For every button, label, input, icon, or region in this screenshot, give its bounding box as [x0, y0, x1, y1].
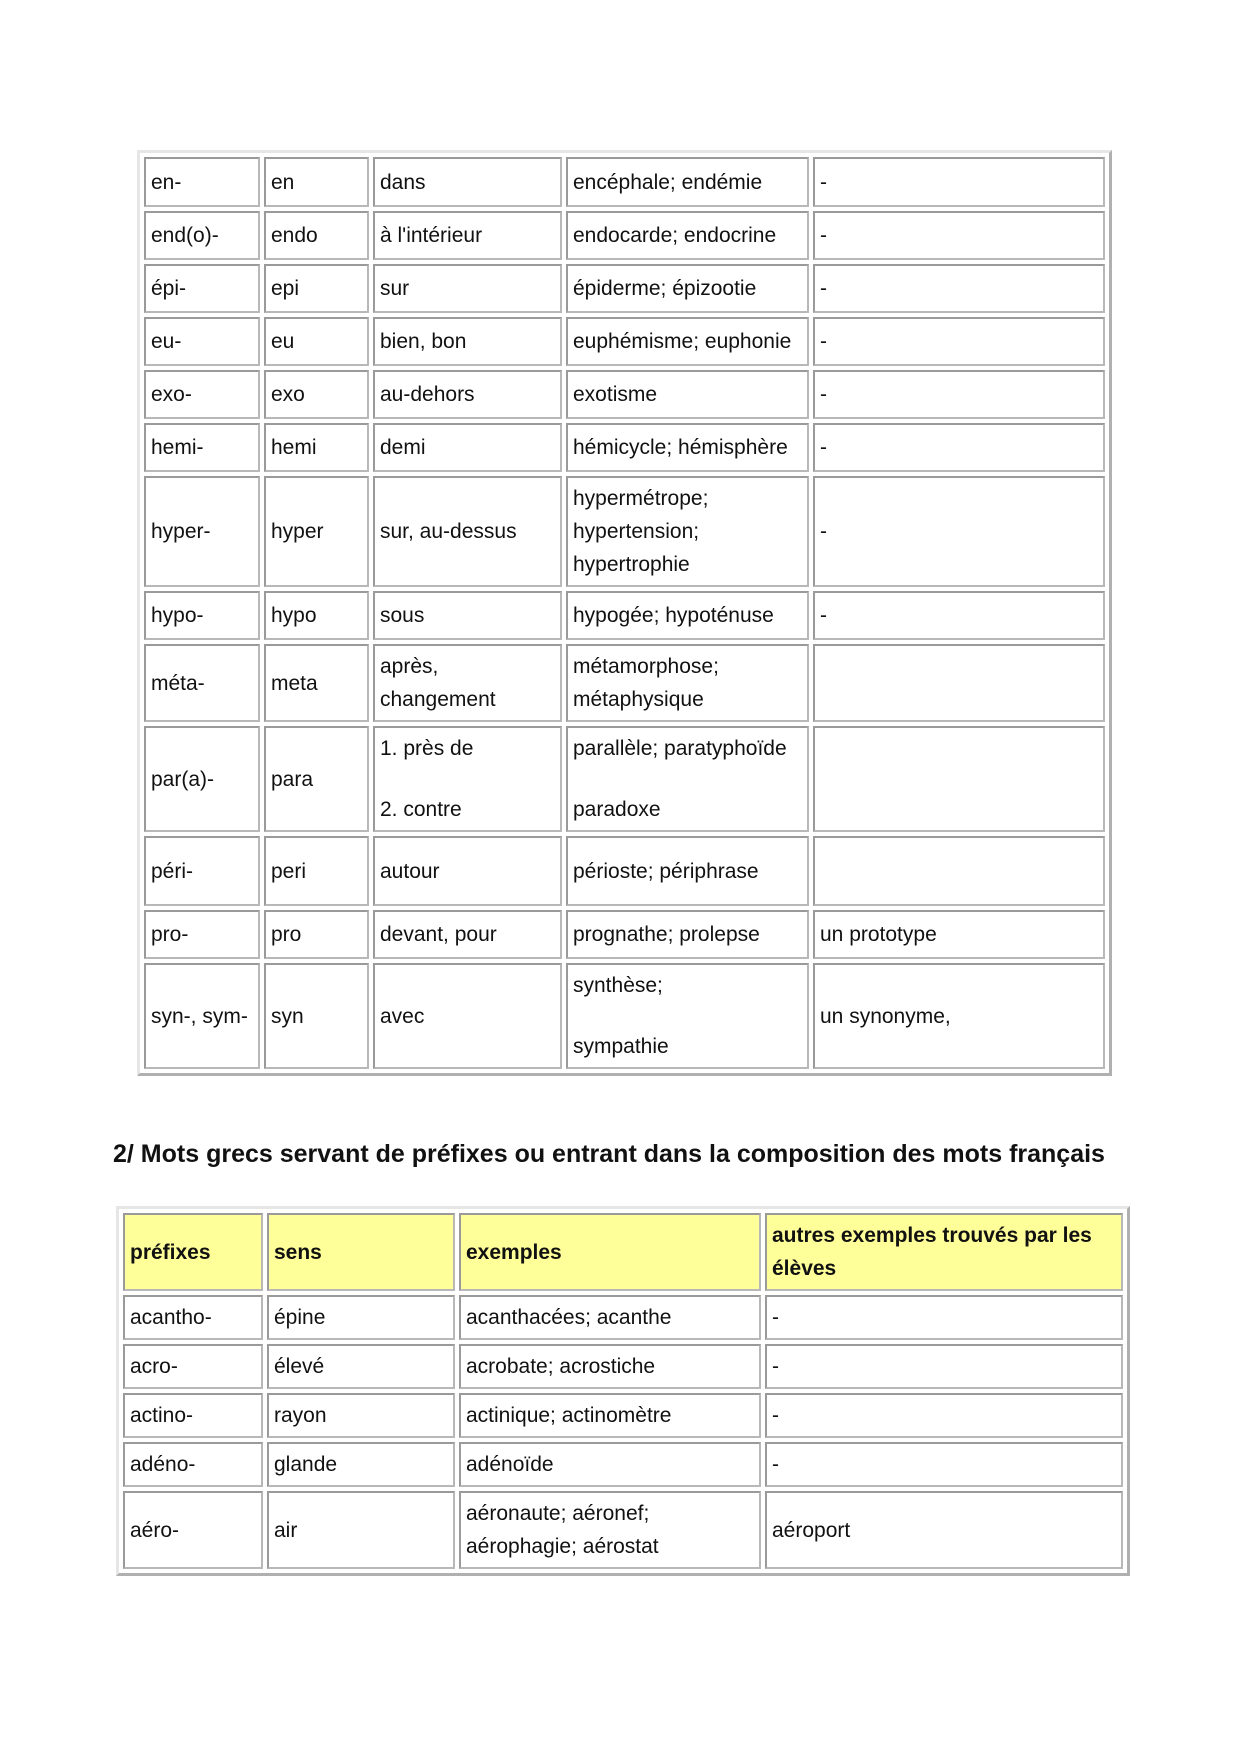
- table-row: [144, 157, 1105, 207]
- prefix-cell: en-: [144, 157, 260, 207]
- exemples-line: métaphysique: [573, 688, 704, 711]
- prefix-cell: acantho-: [123, 1295, 263, 1340]
- exemples-cell: hypogée; hypoténuse: [566, 591, 809, 640]
- table-row: [144, 726, 1105, 832]
- table-row: [144, 836, 1105, 906]
- autres-cell: -: [813, 317, 1105, 366]
- sens-cell: bien, bon: [373, 317, 562, 366]
- sens-cell: [373, 726, 562, 832]
- greek-cell: en: [264, 157, 369, 207]
- column-header-autres: autres exemples trouvés par les élèves: [765, 1213, 1123, 1291]
- column-header-sens: sens: [267, 1213, 455, 1291]
- autres-cell: [813, 726, 1105, 832]
- exemples-cell: endocarde; endocrine: [566, 211, 809, 260]
- exemples-cell: [566, 963, 809, 1069]
- greek-cell: pro: [264, 910, 369, 959]
- table-row: [123, 1442, 1123, 1487]
- table-row: [144, 476, 1105, 587]
- sens-line: 2. contre: [380, 798, 462, 821]
- table-row: [144, 963, 1105, 1069]
- greek-cell: eu: [264, 317, 369, 366]
- table-row: [144, 644, 1105, 722]
- exemples-line: sympathie: [573, 1035, 669, 1058]
- prefix-cell: hemi-: [144, 423, 260, 472]
- autres-cell: -: [813, 157, 1105, 207]
- sens-cell: demi: [373, 423, 562, 472]
- section-heading: 2/ Mots grecs servant de préfixes ou entrant dans la composition des mots français: [113, 1140, 1105, 1168]
- sens-cell: sur: [373, 264, 562, 313]
- greek-cell: exo: [264, 370, 369, 419]
- exemples-cell: actinique; actinomètre: [459, 1393, 761, 1438]
- autres-cell: -: [765, 1344, 1123, 1389]
- prefix-cell: eu-: [144, 317, 260, 366]
- header-row: [123, 1213, 1123, 1291]
- prefix-table-1: [137, 150, 1112, 1076]
- exemples-cell: exotisme: [566, 370, 809, 419]
- sens-cell: glande: [267, 1442, 455, 1487]
- table-row: [144, 317, 1105, 366]
- exemples-line: parallèle; paratyphoïde: [573, 737, 787, 760]
- sens-cell: dans: [373, 157, 562, 207]
- autres-cell: -: [813, 370, 1105, 419]
- table-row: [123, 1295, 1123, 1340]
- sens-cell: devant, pour: [373, 910, 562, 959]
- table-row: [144, 370, 1105, 419]
- prefix-cell: acro-: [123, 1344, 263, 1389]
- sens-cell: autour: [373, 836, 562, 906]
- exemples-cell: épiderme; épizootie: [566, 264, 809, 313]
- exemples-cell: euphémisme; euphonie: [566, 317, 809, 366]
- column-header-prefixes: préfixes: [123, 1213, 263, 1291]
- prefix-cell: exo-: [144, 370, 260, 419]
- exemples-cell: aéronaute; aéronef; aérophagie; aérostat: [459, 1491, 761, 1569]
- table-row: [144, 591, 1105, 640]
- sens-line: 1. près de: [380, 737, 474, 760]
- prefix-cell: hypo-: [144, 591, 260, 640]
- prefix-cell: actino-: [123, 1393, 263, 1438]
- exemples-cell: périoste; périphrase: [566, 836, 809, 906]
- prefix-cell: syn-, sym-: [144, 963, 260, 1069]
- greek-cell: syn: [264, 963, 369, 1069]
- prefix-cell: épi-: [144, 264, 260, 313]
- table-row: [123, 1393, 1123, 1438]
- autres-cell: -: [765, 1295, 1123, 1340]
- autres-cell: -: [813, 264, 1105, 313]
- prefix-cell: par(a)-: [144, 726, 260, 832]
- sens-cell: sous: [373, 591, 562, 640]
- exemples-cell: [566, 726, 809, 832]
- column-header-exemples: exemples: [459, 1213, 761, 1291]
- exemples-cell: hémicycle; hémisphère: [566, 423, 809, 472]
- prefix-cell: aéro-: [123, 1491, 263, 1569]
- exemples-cell: [566, 476, 809, 587]
- greek-cell: endo: [264, 211, 369, 260]
- autres-cell: [813, 644, 1105, 722]
- exemples-cell: acrobate; acrostiche: [459, 1344, 761, 1389]
- sens-cell: élevé: [267, 1344, 455, 1389]
- table-row: [144, 211, 1105, 260]
- greek-cell: peri: [264, 836, 369, 906]
- exemples-cell: encéphale; endémie: [566, 157, 809, 207]
- table-row: [144, 910, 1105, 959]
- exemples-line: hypertrophie: [573, 553, 690, 576]
- autres-cell: -: [765, 1442, 1123, 1487]
- greek-cell: para: [264, 726, 369, 832]
- greek-cell: hemi: [264, 423, 369, 472]
- autres-cell: aéroport: [765, 1491, 1123, 1569]
- prefix-cell: end(o)-: [144, 211, 260, 260]
- sens-cell: sur, au-dessus: [373, 476, 562, 587]
- sens-cell: à l'intérieur: [373, 211, 562, 260]
- table-row: [144, 264, 1105, 313]
- exemples-line: hypertension;: [573, 520, 700, 543]
- sens-cell: épine: [267, 1295, 455, 1340]
- exemples-cell: prognathe; prolepse: [566, 910, 809, 959]
- autres-cell: -: [765, 1393, 1123, 1438]
- autres-cell: [813, 836, 1105, 906]
- sens-cell: après, changement: [373, 644, 562, 722]
- prefix-cell: hyper-: [144, 476, 260, 587]
- table-row: [123, 1491, 1123, 1569]
- table-row: [123, 1344, 1123, 1389]
- table-row: [144, 423, 1105, 472]
- exemples-cell: adénoïde: [459, 1442, 761, 1487]
- prefix-cell: méta-: [144, 644, 260, 722]
- greek-cell: meta: [264, 644, 369, 722]
- autres-cell: un prototype: [813, 910, 1105, 959]
- greek-cell: hypo: [264, 591, 369, 640]
- exemples-line: hypermétrope;: [573, 487, 709, 510]
- autres-cell: -: [813, 423, 1105, 472]
- exemples-line: métamorphose;: [573, 655, 719, 678]
- autres-cell: -: [813, 476, 1105, 587]
- greek-cell: epi: [264, 264, 369, 313]
- prefix-cell: pro-: [144, 910, 260, 959]
- autres-cell: -: [813, 211, 1105, 260]
- sens-cell: air: [267, 1491, 455, 1569]
- prefix-cell: péri-: [144, 836, 260, 906]
- sens-cell: avec: [373, 963, 562, 1069]
- exemples-cell: [566, 644, 809, 722]
- prefix-cell: adéno-: [123, 1442, 263, 1487]
- exemples-cell: acanthacées; acanthe: [459, 1295, 761, 1340]
- exemples-line: synthèse;: [573, 974, 663, 997]
- sens-cell: au-dehors: [373, 370, 562, 419]
- autres-cell: un synonyme,: [813, 963, 1105, 1069]
- autres-cell: -: [813, 591, 1105, 640]
- exemples-line: paradoxe: [573, 798, 661, 821]
- greek-cell: hyper: [264, 476, 369, 587]
- sens-cell: rayon: [267, 1393, 455, 1438]
- prefix-table-2: [116, 1206, 1130, 1576]
